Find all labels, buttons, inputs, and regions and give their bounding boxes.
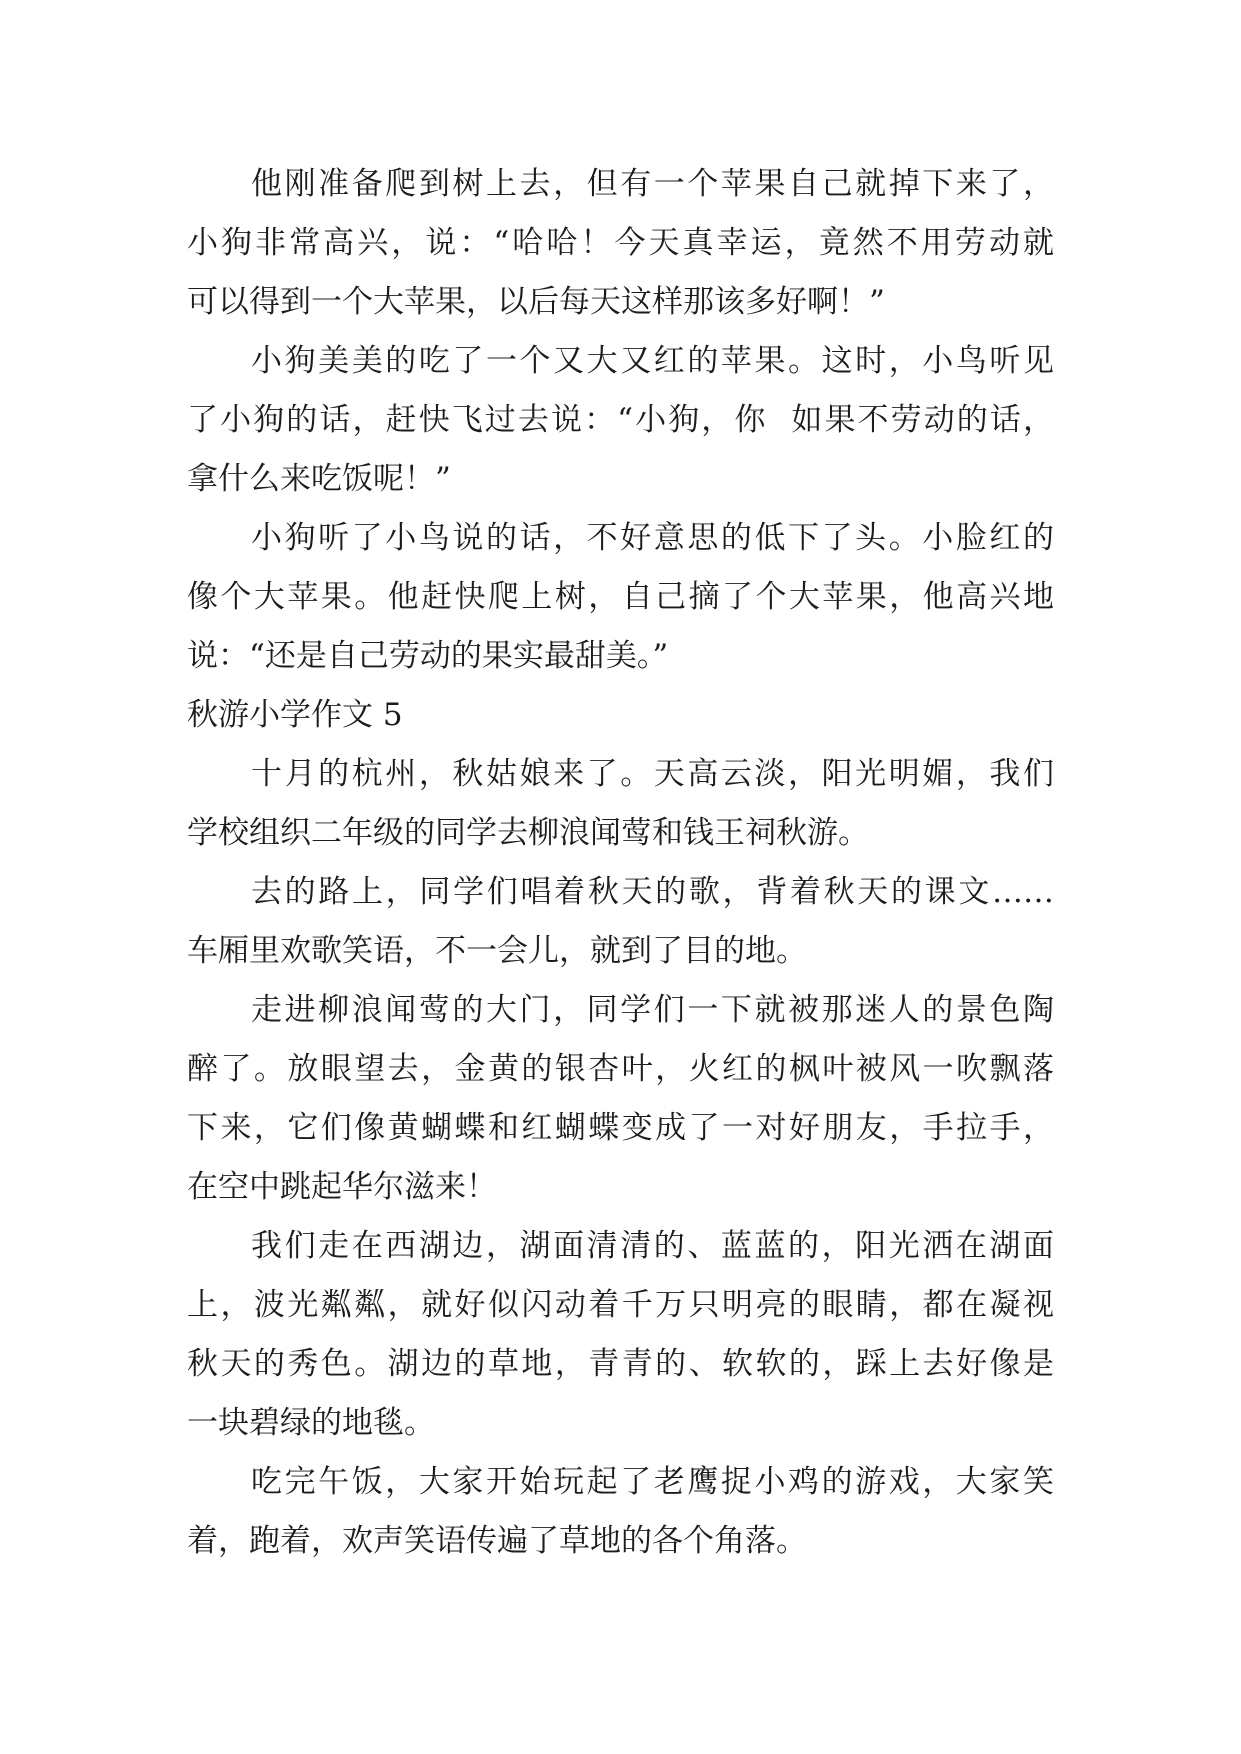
text-line: 我们走在西湖边，湖面清清的、蓝蓝的，阳光洒在湖面	[251, 1228, 1054, 1264]
paragraph	[187, 509, 1054, 686]
text-line: 拿什么来吃饭呢！”	[187, 461, 451, 497]
text-line: 说：“还是自己劳动的果实最甜美。”	[187, 638, 669, 674]
text-line: 走进柳浪闻莺的大门，同学们一下就被那迷人的景色陶	[251, 992, 1054, 1028]
text-line: 学校组织二年级的同学去柳浪闻莺和钱王祠秋游。	[187, 815, 869, 851]
document-body	[187, 155, 1054, 1571]
text-line: 一块碧绿的地毯。	[187, 1405, 435, 1441]
text-line: 秋天的秀色。湖边的草地，青青的、软软的，踩上去好像是	[187, 1346, 1054, 1382]
text-line: 小狗听了小鸟说的话，不好意思的低下了头。小脸红的	[251, 520, 1054, 556]
text-line: 上，波光粼粼，就好似闪动着千万只明亮的眼睛，都在凝视	[187, 1287, 1054, 1323]
paragraph	[187, 745, 1054, 863]
text-line: 吃完午饭，大家开始玩起了老鹰捉小鸡的游戏，大家笑	[251, 1464, 1054, 1500]
paragraph	[187, 332, 1054, 509]
paragraph	[187, 1217, 1054, 1453]
text-line: 在空中跳起华尔滋来！	[187, 1169, 497, 1205]
paragraph	[187, 155, 1054, 332]
text-line: 下来，它们像黄蝴蝶和红蝴蝶变成了一对好朋友，手拉手，	[187, 1110, 1054, 1146]
text-line: 可以得到一个大苹果，以后每天这样那该多好啊！”	[187, 284, 885, 320]
text-line: 小狗非常高兴，说：“哈哈！今天真幸运，竟然不用劳动就	[187, 225, 1054, 261]
paragraph	[187, 1453, 1054, 1571]
text-line: 去的路上，同学们唱着秋天的歌，背着秋天的课文……	[251, 874, 1054, 910]
paragraph	[187, 863, 1054, 981]
text-line: 他刚准备爬到树上去，但有一个苹果自己就掉下来了，	[251, 166, 1054, 202]
text-line: 着，跑着，欢声笑语传遍了草地的各个角落。	[187, 1523, 807, 1559]
text-line: 十月的杭州，秋姑娘来了。天高云淡，阳光明媚，我们	[251, 756, 1054, 792]
text-line: 小狗美美的吃了一个又大又红的苹果。这时，小鸟听见	[251, 343, 1054, 379]
text-line: 车厢里欢歌笑语，不一会儿，就到了目的地。	[187, 933, 807, 969]
text-line: 像个大苹果。他赶快爬上树，自己摘了个大苹果，他高兴地	[187, 579, 1054, 615]
text-line: 了小狗的话，赶快飞过去说：“小狗，你 如果不劳动的话，	[187, 402, 1054, 438]
text-line: 醉了。放眼望去，金黄的银杏叶，火红的枫叶被风一吹飘落	[187, 1051, 1054, 1087]
section-title: 秋游小学作文 5	[187, 697, 403, 733]
paragraph	[187, 981, 1054, 1217]
